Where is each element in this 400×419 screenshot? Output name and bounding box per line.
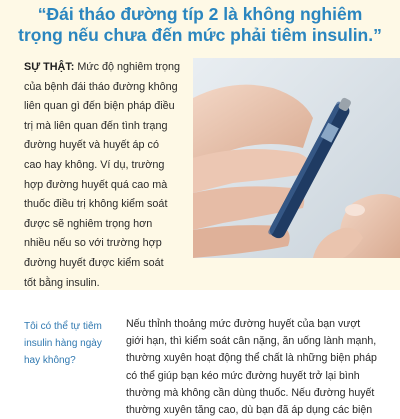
fact-line: liên quan gì đến biện pháp điều <box>24 100 175 113</box>
sidebar-question <box>24 318 116 369</box>
question-line: hay không? <box>24 355 76 366</box>
answer-line: thường xuyên hoạt động thể chất là những biện pháp <box>126 352 377 365</box>
question-line: Tôi có thể tự tiêm <box>24 321 102 332</box>
myth-headline <box>0 0 400 52</box>
answer-line: Nếu thỉnh thoảng mức đường huyết của bạn vượt <box>126 318 361 330</box>
fact-label: SỰ THẬT: <box>24 61 75 73</box>
fact-line: của bệnh đái tháo đường không <box>24 80 178 93</box>
question-line: insulin hàng ngày <box>24 338 102 349</box>
answer-paragraph <box>126 316 400 417</box>
fact-line: tốt bằng insulin. <box>24 276 100 289</box>
insulin-pen-hand-icon <box>193 58 400 258</box>
fact-line: đường huyết được kiểm soát <box>24 256 164 269</box>
fact-line: trị mà liên quan đến tình trạng <box>24 119 168 132</box>
headline-line-2: trọng nếu chưa đến mức phải tiêm insulin.” <box>18 25 382 45</box>
fact-line: cao hay không. Ví dụ, trường <box>24 158 165 171</box>
answer-line: giới hạn, thì kiểm soát cân nặng, ăn uống lành mạnh, <box>126 335 377 348</box>
fact-line: đường huyết và huyết áp có <box>24 139 159 152</box>
headline-line-1: “Đái tháo đường típ 2 là không nghiêm <box>37 4 363 24</box>
insulin-pen-photo <box>193 58 400 258</box>
fact-line: hợp đường huyết quá cao mà <box>24 178 168 191</box>
fact-line: Mức độ nghiêm trọng <box>74 61 180 73</box>
fact-line: nhiều nếu so với trường hợp <box>24 237 162 250</box>
answer-line: thường xuyên tăng cao, dù bạn đã áp dụng các biện <box>126 404 373 417</box>
answer-line: có thể giúp bạn kéo mức đường huyết trở lại bình <box>126 369 360 382</box>
fact-line: thuốc điều trị không kiểm soát <box>24 198 168 211</box>
fact-line: được sẽ nghiêm trọng hơn <box>24 217 153 230</box>
fact-paragraph <box>24 58 192 293</box>
answer-line: thường mà không cần dùng thuốc. Nếu đường huyết <box>126 386 375 399</box>
